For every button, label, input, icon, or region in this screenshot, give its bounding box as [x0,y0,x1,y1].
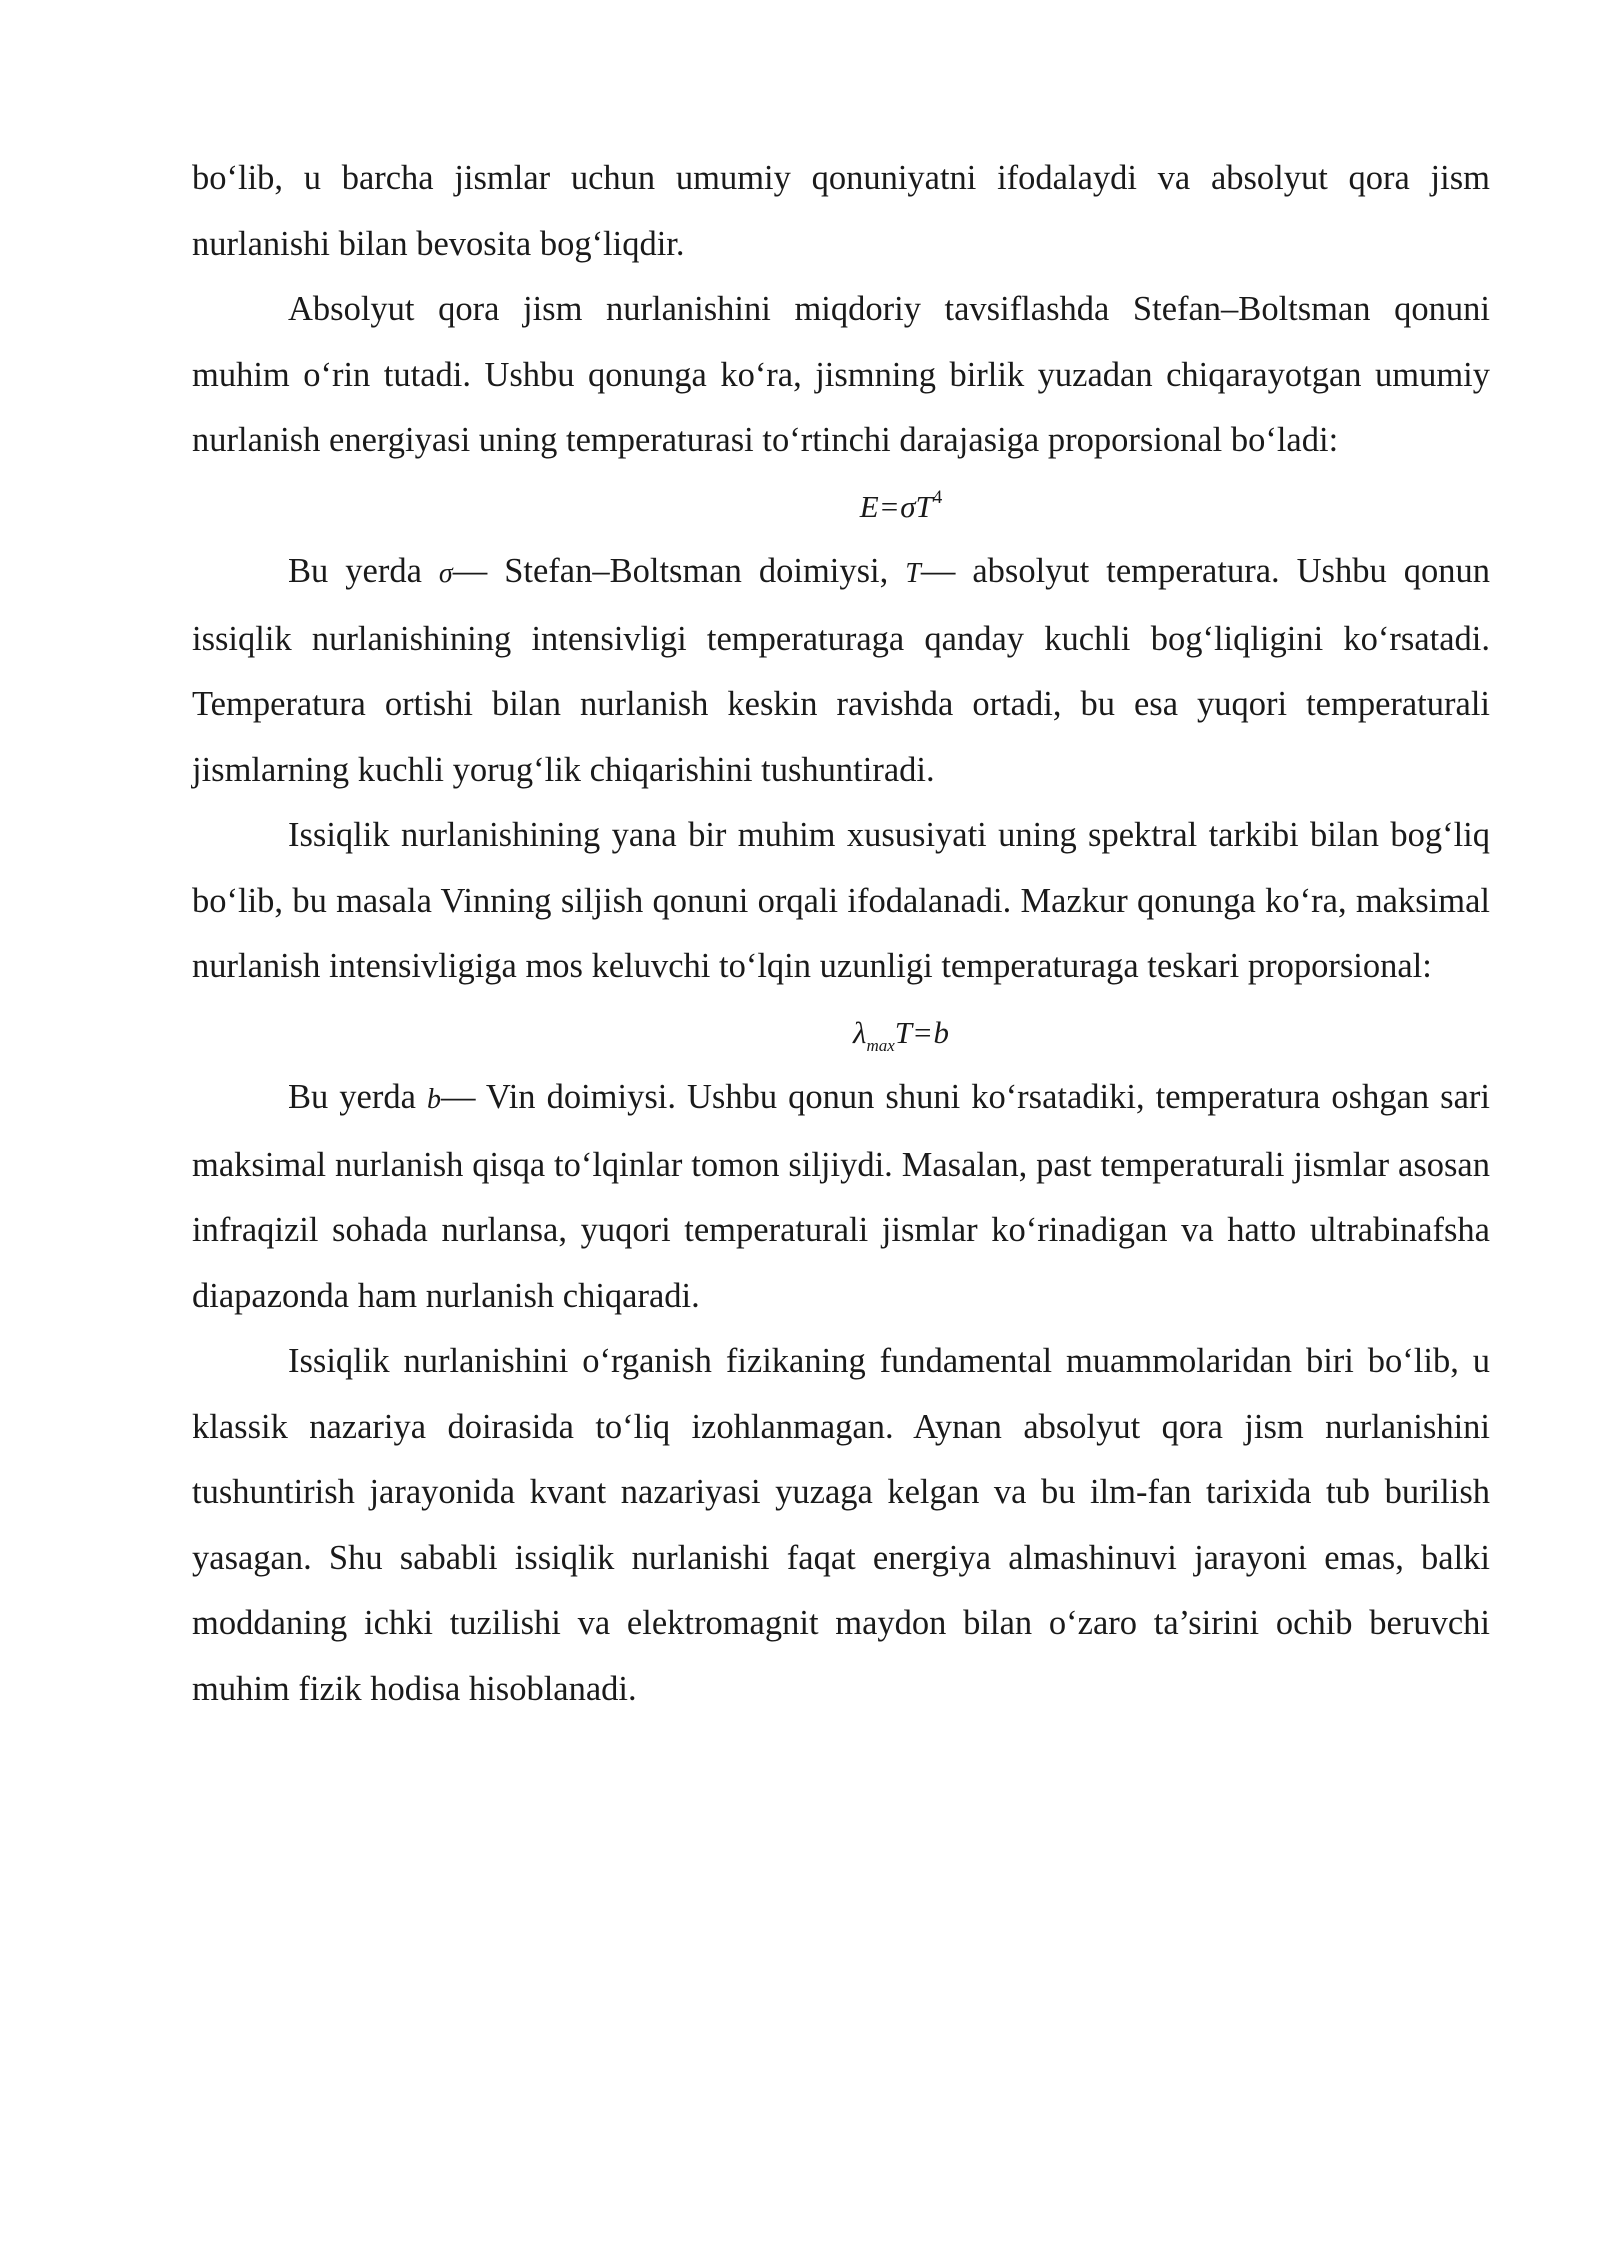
formula-equals: = [914,1014,932,1050]
formula-subscript-max: max [866,1035,895,1055]
body-text [192,146,1490,1722]
formula-b: b [933,1014,949,1050]
formula-t: T [894,1014,913,1050]
formula-exponent: 4 [932,486,943,508]
paragraph-3-part-3: — absolyut temperatura. Ushbu qonun issiqlik nurlanishining intensivligi temperaturaga qanday kuchli bog‘liqligini ko‘rsatadi. Temperatura ortishi bilan nurlanish keskin ravishda ortadi, bu esa yuqori temperaturali jismlarning kuchli yorug‘lik chiqarishini tushuntiradi. [192,552,1490,789]
formula-e: E [859,488,879,524]
paragraph-3-part-2: — Stefan–Boltsman doimiysi, [452,552,906,590]
stefan-boltzmann-formula [192,474,1490,540]
formula-t: T [915,488,933,524]
formula-equals: = [880,488,899,524]
formula-lambda: λ [853,1014,867,1050]
paragraph-2: Absolyut qora jism nurlanishini miqdoriy tavsiflashda Stefan–Boltsman qonuni muhim o‘rin tutadi. Ushbu qonunga ko‘ra, jismning birlik yuzadan chiqarayotgan umumiy nurlanish energiyasi uning temperaturasi to‘rtinchi darajasiga proporsional bo‘ladi: [192,290,1490,459]
paragraph-5 [192,1065,1490,1329]
symbol-b: b [426,1084,441,1115]
paragraph-1: bo‘lib, u barcha jismlar uchun umumiy qonuniyatni ifodalaydi va absolyut qora jism nurlanishi bilan bevosita bog‘liqdir. [192,159,1490,263]
wien-formula [192,1000,1490,1066]
formula-sigma: σ [900,488,916,524]
symbol-sigma: σ [438,558,453,589]
paragraph-5-part-1: Bu yerda [288,1078,427,1116]
paragraph-5-part-2: — Vin doimiysi. Ushbu qonun shuni ko‘rsatadiki, temperatura oshgan sari maksimal nurlanish qisqa to‘lqinlar tomon siljiydi. Masalan, past temperaturali jismlar asosan infraqizil sohada nurlansa, yuqori temperaturali jismlar ko‘rinadigan va hatto ultrabinafsha diapazonda ham nurlanish chiqaradi. [192,1078,1490,1315]
paragraph-6: Issiqlik nurlanishini o‘rganish fizikaning fundamental muammolaridan biri bo‘lib, u klassik nazariya doirasida to‘liq izohlanmagan. Aynan absolyut qora jism nurlanishini tushuntirish jarayonida kvant nazariyasi yuzaga kelgan va bu ilm-fan tarixida tub burilish yasagan. Shu sababli issiqlik nurlanishi faqat energiya almashinuvi jarayoni emas, balki moddaning ichki tuzilishi va elektromagnit maydon bilan o‘zaro ta’sirini ochib beruvchi muhim fizik hodisa hisoblanadi. [192,1342,1490,1708]
symbol-t: T [905,558,921,589]
paragraph-3-part-1: Bu yerda [288,552,439,590]
paragraph-3 [192,539,1490,803]
paragraph-4: Issiqlik nurlanishining yana bir muhim xususiyati uning spektral tarkibi bilan bog‘liq bo‘lib, bu masala Vinning siljish qonuni orqali ifodalanadi. Mazkur qonunga ko‘ra, maksimal nurlanish intensivligiga mos keluvchi to‘lqin uzunligi temperaturaga teskari proporsional: [192,816,1490,985]
